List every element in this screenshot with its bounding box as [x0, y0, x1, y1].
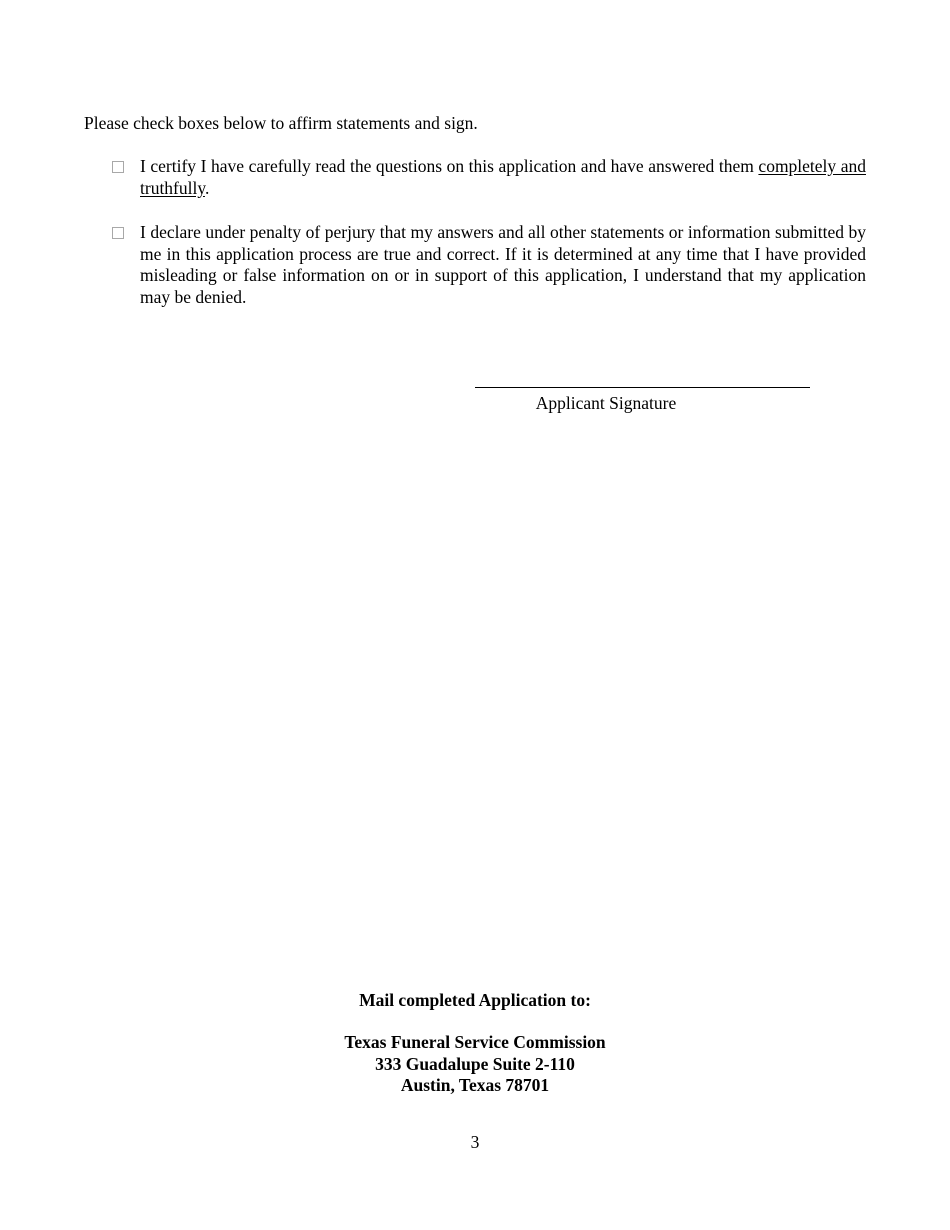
page-number: 3 [470, 1132, 480, 1152]
certify-statement [140, 156, 866, 199]
mailing-address [0, 1032, 950, 1097]
affirmation-certify [112, 156, 866, 199]
certify-emphasis-text: completely and truthfully [140, 156, 866, 198]
certify-statement-text: I certify I have carefully read the questions on this application and have answered them [140, 156, 759, 176]
signature-line[interactable] [475, 387, 810, 388]
signature-label: Applicant Signature [535, 393, 677, 413]
instruction-text: Please check boxes below to affirm statements and sign. [84, 113, 478, 133]
certify-checkbox[interactable] [112, 161, 124, 173]
affirmation-declare [112, 222, 866, 309]
declare-checkbox[interactable] [112, 227, 124, 239]
mailing-street: 333 Guadalupe Suite 2-110 [375, 1053, 575, 1074]
mailing-city-state-zip: Austin, Texas 78701 [400, 1075, 550, 1095]
mailing-organization: Texas Funeral Service Commission [344, 1032, 606, 1052]
certify-suffix: . [204, 177, 210, 198]
mailing-heading: Mail completed Application to: [359, 990, 591, 1010]
declare-statement: I declare under penalty of perjury that my answers and all other statements or information submitted by me in this application process are true and correct. If it is determined at any time that I have provided misleading or false information on or in support of this application, I understand that my application may be denied. [140, 222, 866, 308]
